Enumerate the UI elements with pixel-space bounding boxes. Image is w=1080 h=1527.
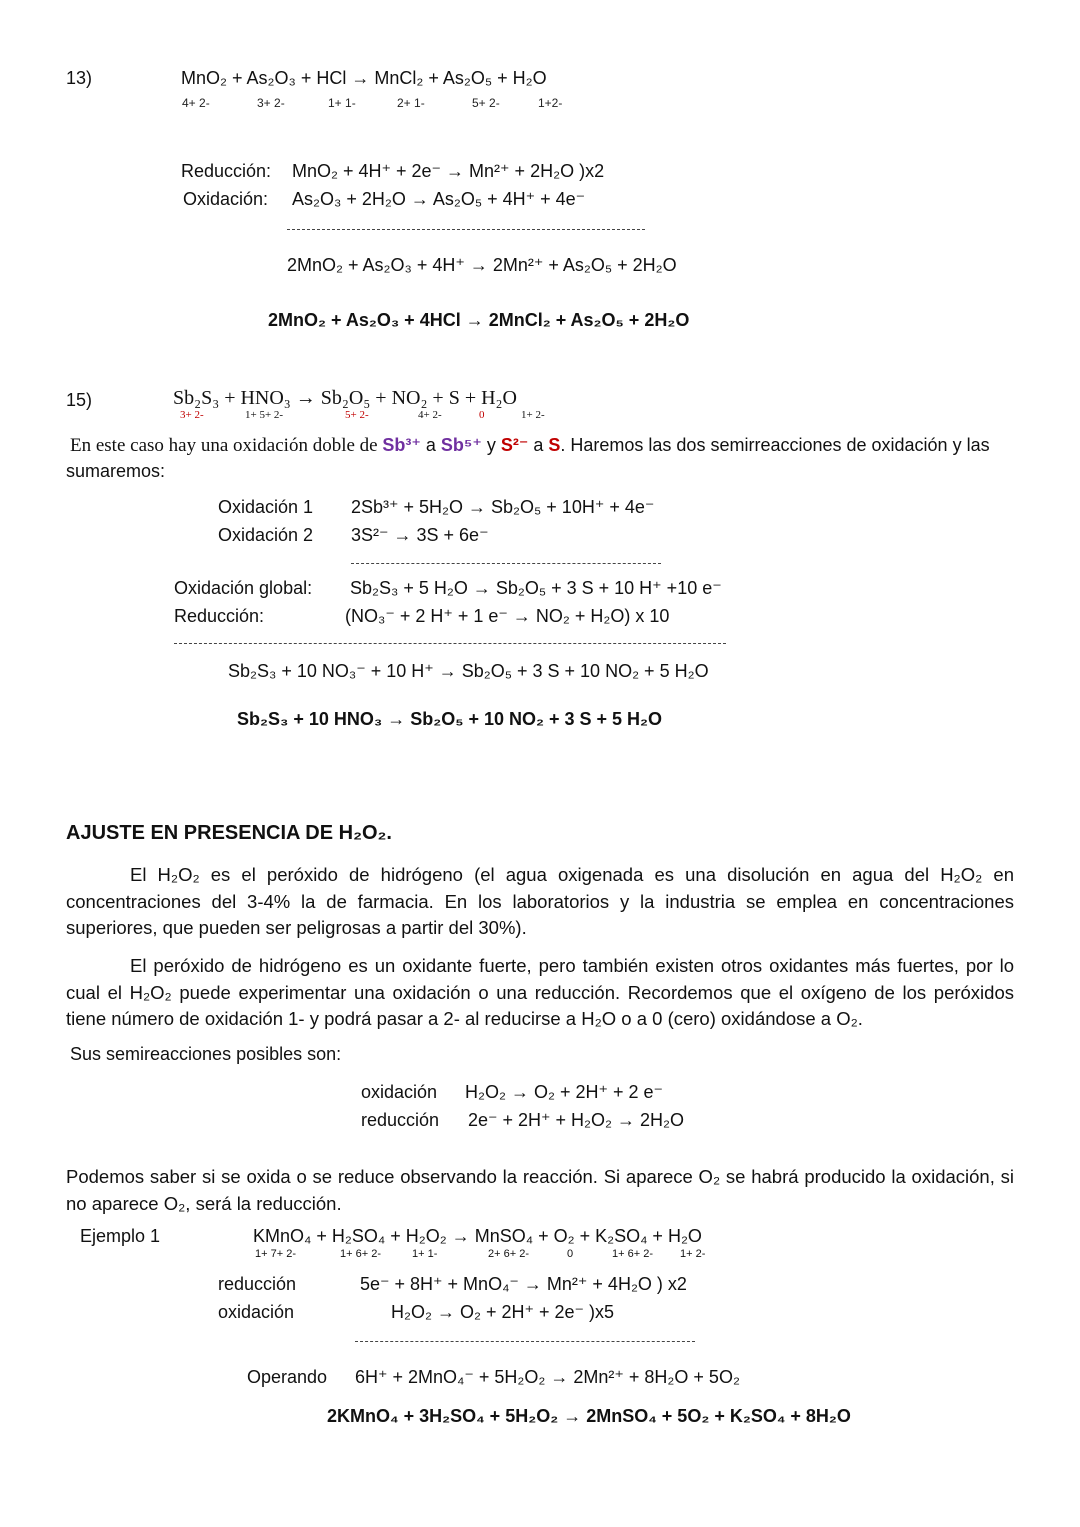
p13-equation: MnO₂ + As₂O₃ + HCl → MnCl₂ + As₂O₅ + H₂O [181, 68, 547, 88]
example-1-reduction-label: reducción [218, 1274, 297, 1294]
p15-final-eq: Sb₂S₃ + 10 HNO₃ → Sb₂O₅ + 10 NO₂ + 3 S + 5 H₂O [237, 709, 663, 729]
h2o2-semi-red-eq: 2e⁻ + 2H⁺ + H₂O₂ → 2H₂O [468, 1110, 685, 1130]
p15-ox-divider [351, 563, 661, 564]
p15-ox2-label: Oxidación 2 [218, 525, 314, 545]
h2o2-paragraph-3: Podemos saber si se oxida o se reduce observando la reacción. Si aparece O₂ se habrá producido la oxidación, si no aparece O₂, será la reducción. [66, 1166, 1014, 1214]
example-1-ox-2: 1+ 6+ 2- [340, 1248, 381, 1260]
h2o2-heading: AJUSTE EN PRESENCIA DE H₂O₂. [66, 822, 392, 844]
example-1-oxidation-eq: H₂O₂ → O₂ + 2H⁺ + 2e⁻ )x5 [391, 1302, 615, 1322]
example-1-operating-eq: 6H⁺ + 2MnO₄⁻ + 5H₂O₂ → 2Mn²⁺ + 8H₂O + 5O₂ [355, 1367, 740, 1387]
p15-global-label: Oxidación global: [174, 578, 313, 598]
p13-sum-divider [287, 229, 645, 230]
example-1-ox-3: 1+ 1- [412, 1248, 438, 1260]
p15-intro-text-4: a [528, 435, 549, 455]
p15-intro-text-5: . Haremos las dos semirreacciones de oxidación y las [560, 435, 990, 455]
p15-intro-sb3: Sb³⁺ [382, 435, 421, 455]
problem-15-number: 15) [66, 390, 93, 410]
p15-intro-text-6: sumaremos: [66, 461, 166, 481]
h2o2-semi-ox-label: oxidación [361, 1082, 438, 1102]
p15-ox-s: 0 [479, 409, 485, 421]
p15-equation: Sb₂S₃ + HNO₃ → Sb₂O₅ + NO₂ + S + H₂O [173, 387, 517, 409]
p15-intro-line [70, 435, 990, 457]
example-1-ox-6: 1+ 6+ 2- [612, 1248, 653, 1260]
p13-reduction-eq: MnO₂ + 4H⁺ + 2e⁻ → Mn²⁺ + 2H₂O )x2 [292, 161, 605, 181]
p15-sum-eq: Sb₂S₃ + 10 NO₃⁻ + 10 H⁺ → Sb₂O₅ + 3 S + 10 NO₂ + 5 H₂O [228, 661, 709, 681]
p15-global-eq: Sb₂S₃ + 5 H₂O → Sb₂O₅ + 3 S + 10 H⁺ +10 e⁻ [350, 578, 722, 598]
h2o2-semireactions-title: Sus semireacciones posibles son: [70, 1044, 342, 1064]
p15-sum-divider [174, 643, 726, 644]
p15-intro-s: S [548, 435, 561, 455]
p15-intro-text-1: En este caso hay una oxidación doble de [70, 435, 383, 456]
p15-ox-sb2s3: 3+ 2- [180, 409, 204, 421]
h2o2-paragraph-1: El H₂O₂ es el peróxido de hidrógeno (el agua oxigenada es una disolución en agua del H₂O₂ en concentraciones del 3-4% la de farmacia. En los laboratorios y la industria se emplea en concentraciones superiores, que pueden ser peligrosas a partir del 30%). [66, 864, 1014, 938]
problem-13-number: 13) [66, 68, 93, 88]
example-1-reduction-eq: 5e⁻ + 8H⁺ + MnO₄⁻ → Mn²⁺ + 4H₂O ) x2 [360, 1274, 687, 1294]
example-1-ox-4: 2+ 6+ 2- [488, 1248, 529, 1260]
h2o2-semi-ox-eq: H₂O₂ → O₂ + 2H⁺ + 2 e⁻ [465, 1082, 664, 1102]
p13-reduction-label: Reducción: [181, 161, 272, 181]
example-1-ox-1: 1+ 7+ 2- [255, 1248, 296, 1260]
p15-ox-hno3: 1+ 5+ 2- [245, 409, 284, 421]
example-1-label: Ejemplo 1 [80, 1226, 161, 1246]
example-1-divider [355, 1341, 695, 1342]
p15-ox2-eq: 3S²⁻ → 3S + 6e⁻ [351, 525, 489, 545]
p15-intro-s2: S²⁻ [500, 435, 529, 455]
example-1-final-eq: 2KMnO₄ + 3H₂SO₄ + 5H₂O₂ → 2MnSO₄ + 5O₂ + K₂SO₄ + 8H₂O [327, 1406, 851, 1426]
p13-ox-5: 5+ 2- [472, 96, 500, 110]
p15-ox1-eq: 2Sb³⁺ + 5H₂O → Sb₂O₅ + 10H⁺ + 4e⁻ [351, 497, 655, 517]
h2o2-paragraph-2: El peróxido de hidrógeno es un oxidante fuerte, pero también existen otros oxidantes más fuertes, por lo cual el H₂O₂ puede experimentar una oxidación o una reducción. Recordemos que el oxígeno de los peróxidos tiene número de oxidación 1- y podrá pasar a 2- al reducirse a H₂O o a 0 (cero) oxidándose a O₂. [66, 955, 1014, 1029]
p15-intro-sb5: Sb⁵⁺ [440, 435, 482, 455]
p15-ox-no2: 4+ 2- [418, 409, 442, 421]
p15-intro-text-2: a [420, 435, 441, 455]
p15-ox-h2o: 1+ 2- [521, 409, 545, 421]
p15-reduction-eq: (NO₃⁻ + 2 H⁺ + 1 e⁻ → NO₂ + H₂O) x 10 [345, 606, 670, 626]
p15-intro-text-3: y [481, 435, 501, 455]
example-1-equation: KMnO₄ + H₂SO₄ + H₂O₂ → MnSO₄ + O₂ + K₂SO₄ + H₂O [253, 1226, 702, 1246]
p13-ox-6: 1+2- [538, 96, 563, 110]
p13-oxidation-label: Oxidación: [183, 189, 269, 209]
p13-oxidation-eq: As₂O₃ + 2H₂O → As₂O₅ + 4H⁺ + 4e⁻ [292, 189, 586, 209]
example-1-operating-label: Operando [247, 1367, 328, 1387]
h2o2-semi-red-label: reducción [361, 1110, 440, 1130]
p13-ox-4: 2+ 1- [397, 96, 425, 110]
p13-ox-2: 3+ 2- [257, 96, 285, 110]
p13-sum-eq: 2MnO₂ + As₂O₃ + 4H⁺ → 2Mn²⁺ + As₂O₅ + 2H₂O [287, 255, 677, 275]
example-1-ox-5: 0 [567, 1248, 574, 1260]
p13-ox-1: 4+ 2- [182, 96, 210, 110]
p15-reduction-label: Reducción: [174, 606, 265, 626]
example-1-ox-7: 1+ 2- [680, 1248, 706, 1260]
p13-final-eq: 2MnO₂ + As₂O₃ + 4HCl → 2MnCl₂ + As₂O₅ + 2H₂O [268, 310, 690, 330]
p15-ox1-label: Oxidación 1 [218, 497, 314, 517]
example-1-oxidation-label: oxidación [218, 1302, 295, 1322]
p13-ox-3: 1+ 1- [328, 96, 356, 110]
p15-ox-sb2o5: 5+ 2- [345, 409, 369, 421]
